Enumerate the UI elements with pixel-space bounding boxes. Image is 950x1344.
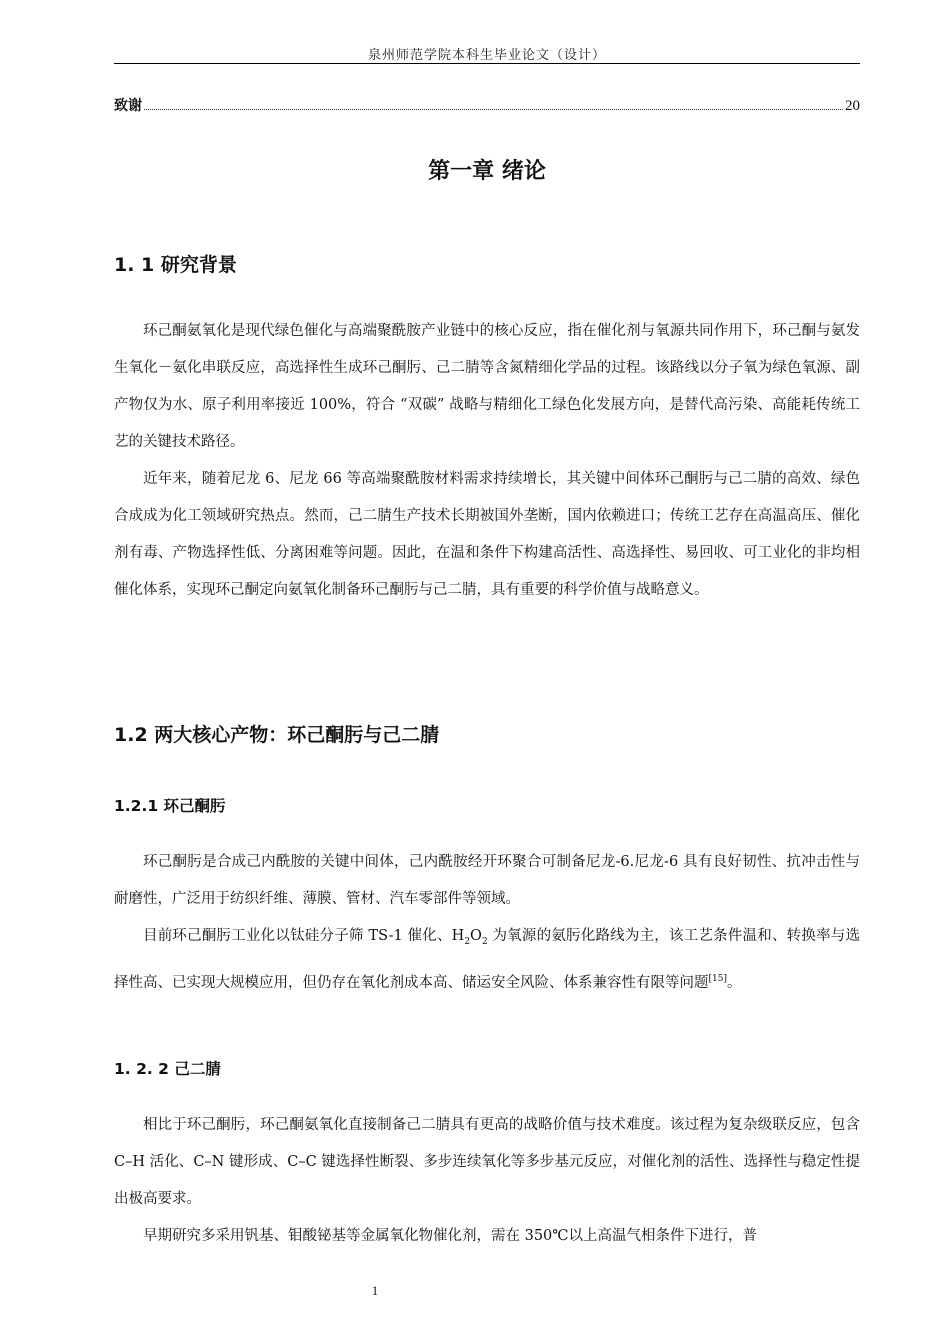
paragraph-oxime-2-end: 。	[726, 974, 742, 991]
section-heading-1-1: 1. 1 研究背景	[114, 254, 237, 276]
paragraph-background-2: 近年来，随着尼龙 6、尼龙 66 等高端聚酰胺材料需求持续增长，其关键中间体环己酮肟与己二腈的高效、绿色合成成为化工领域研究热点。然而，己二腈生产技术长期被国外垄断，国内依赖进口；传统工艺存在高温高压、催化剂有毒、产物选择性低、分离困难等问题。因此，在温和条件下构建高活性、高选择性、易回收、可工业化的非均相催化体系，实现环己酮定向氨氧化制备环己酮肟与己二腈，具有重要的科学价值与战略意义。	[114, 471, 860, 598]
paragraph-oxime-2	[114, 918, 860, 1002]
paragraph-adiponitrile-1: 相比于环己酮肟，环己酮氨氧化直接制备己二腈具有更高的战略价值与技术难度。该过程为复杂级联反应，包含 C–H 活化、C–N 键形成、C–C 键选择性断裂、多步连续氧化等多步基元反应，对催化剂的活性、选择性与稳定性提出极高要求。	[114, 1117, 860, 1207]
chapter-title: 第一章 绪论	[428, 159, 546, 184]
page-header: 泉州师范学院本科生毕业论文（设计）	[367, 48, 606, 63]
paragraph-oxime-2-text-c: 为氧源的氨肟化路线为主，该工艺条件温和、转换率与选择性高、已实现大规模应用，但仍存在氧化剂成本高、储运安全风险、体系兼容性有限等问题	[114, 928, 861, 991]
subsection-heading-1-2-2: 1. 2. 2 己二腈	[114, 1060, 221, 1078]
toc-entry-label: 致谢	[114, 98, 142, 114]
paragraph-oxime-2-text-a: 目前环己酮肟工业化以钛硅分子筛 TS-1 催化、H	[143, 928, 465, 944]
paragraph-adiponitrile-2: 早期研究多采用钒基、钼酸铋基等金属氧化物催化剂，需在 350℃以上高温气相条件下进行，普	[143, 1228, 758, 1244]
paragraph-oxime-2-text-b: O	[470, 928, 482, 944]
citation-ref[interactable]: [15]	[708, 973, 727, 984]
toc-entry[interactable]	[114, 93, 860, 115]
paragraph-oxime-1: 环己酮肟是合成己内酰胺的关键中间体，己内酰胺经开环聚合可制备尼龙-6.尼龙-6 具有良好韧性、抗冲击性与耐磨性，广泛用于纺织纤维、薄膜、管材、汽车零部件等领域。	[114, 854, 860, 907]
subsection-heading-1-2-1: 1.2.1 环己酮肟	[114, 797, 226, 815]
paragraph-background-1: 环己酮氨氧化是现代绿色催化与高端聚酰胺产业链中的核心反应，指在催化剂与氧源共同作用下，环己酮与氨发生氧化－氨化串联反应，高选择性生成环己酮肟、己二腈等含氮精细化学品的过程。该路线以分子氧为绿色氧源、副产物仅为水、原子利用率接近 100%，符合 “双碳” 战略与精细化工绿色化发展方向，是替代高污染、高能耗传统工艺的关键技术路径。	[114, 323, 860, 450]
toc-entry-page: 20	[845, 98, 860, 114]
page-number: 1	[371, 1283, 379, 1298]
section-heading-1-2: 1.2 两大核心产物：环己酮肟与己二腈	[114, 724, 440, 746]
toc-leader-dots	[144, 109, 843, 110]
header-rule	[114, 63, 860, 64]
subscript-h2: 2	[464, 936, 471, 947]
subscript-o2: 2	[481, 936, 488, 947]
